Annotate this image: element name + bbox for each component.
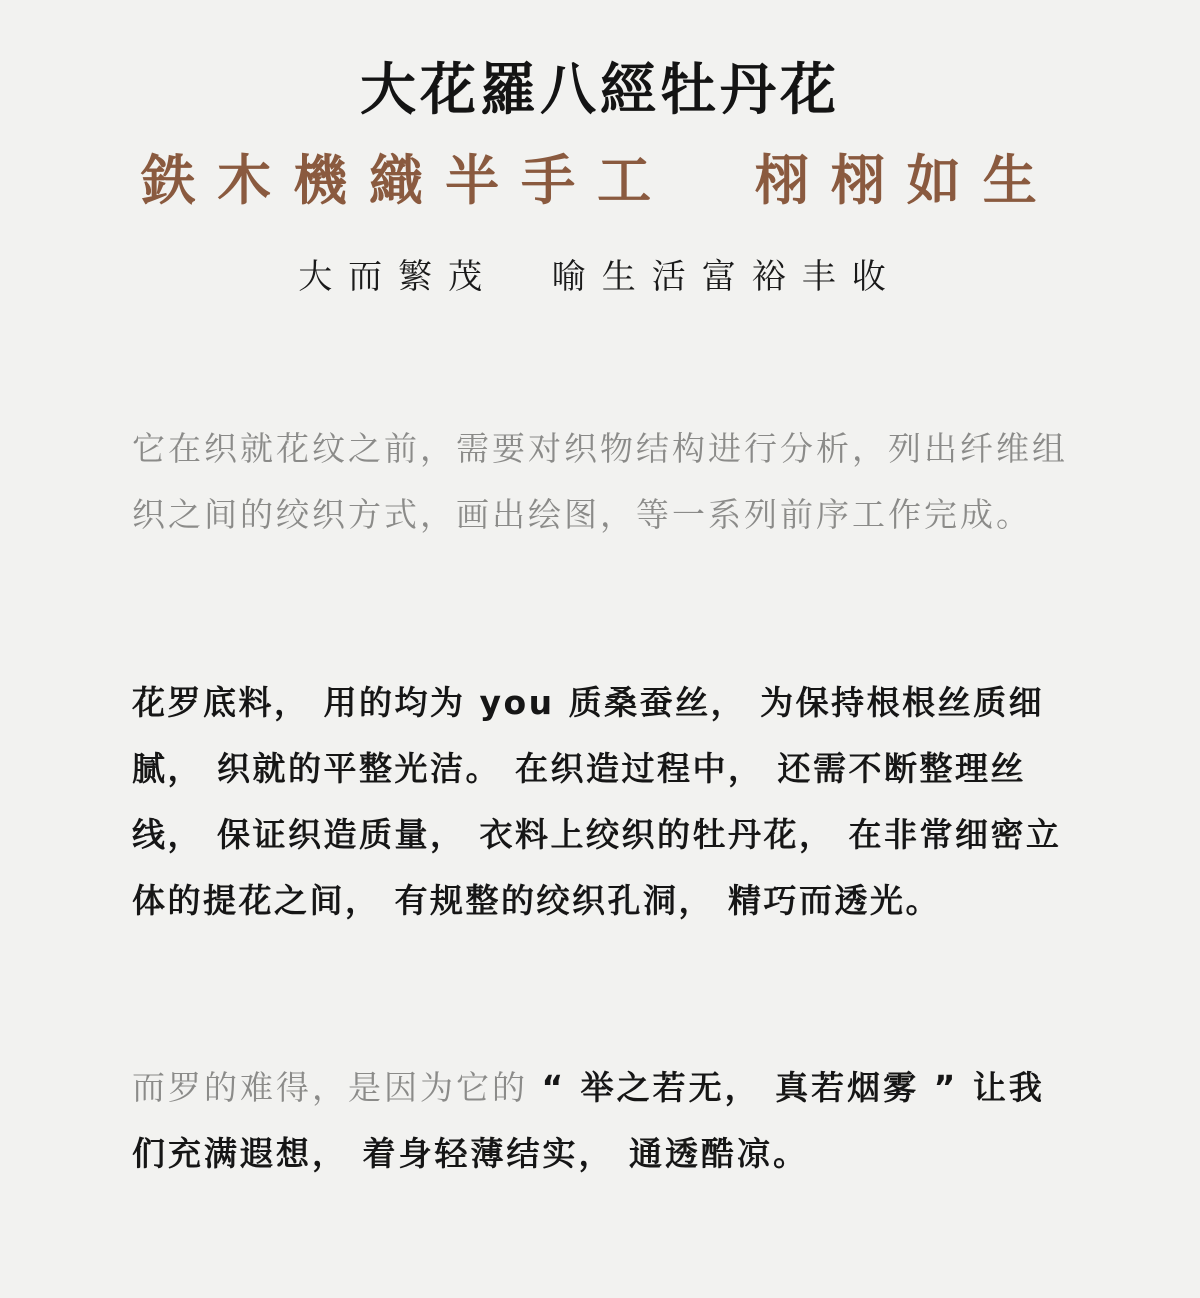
closing-muted-text: 而罗的难得，是因为它的	[132, 1068, 542, 1107]
closing-emphasis-text: “ 举之若无， 真若烟雾 ” 让我们充满遐想， 着身轻薄结实， 通透酷凉。	[132, 1068, 1045, 1173]
page-subtitle: 鉄木機織半手工 栩栩如生	[141, 148, 1059, 212]
tagline: 大而繁茂 喻生活富裕丰收	[298, 257, 902, 297]
intro-paragraph: 它在织就花纹之前，需要对织物结构进行分析，列出纤维组织之间的绞织方式，画出绘图，等一系列前序工作完成。	[132, 429, 1068, 534]
closing-paragraph	[132, 1055, 1070, 1187]
page-title: 大花羅八經牡丹花	[360, 57, 840, 123]
fabric-description-paragraph: 花罗底料， 用的均为 you 质桑蚕丝， 为保持根根丝质细腻， 织就的平整光洁。 在织造过程中， 还需不断整理丝线， 保证织造质量， 衣料上绞织的牡丹花， 在非常细密立体的提花之间， 有规整的绞织孔洞， 精巧而透光。	[132, 683, 1062, 920]
